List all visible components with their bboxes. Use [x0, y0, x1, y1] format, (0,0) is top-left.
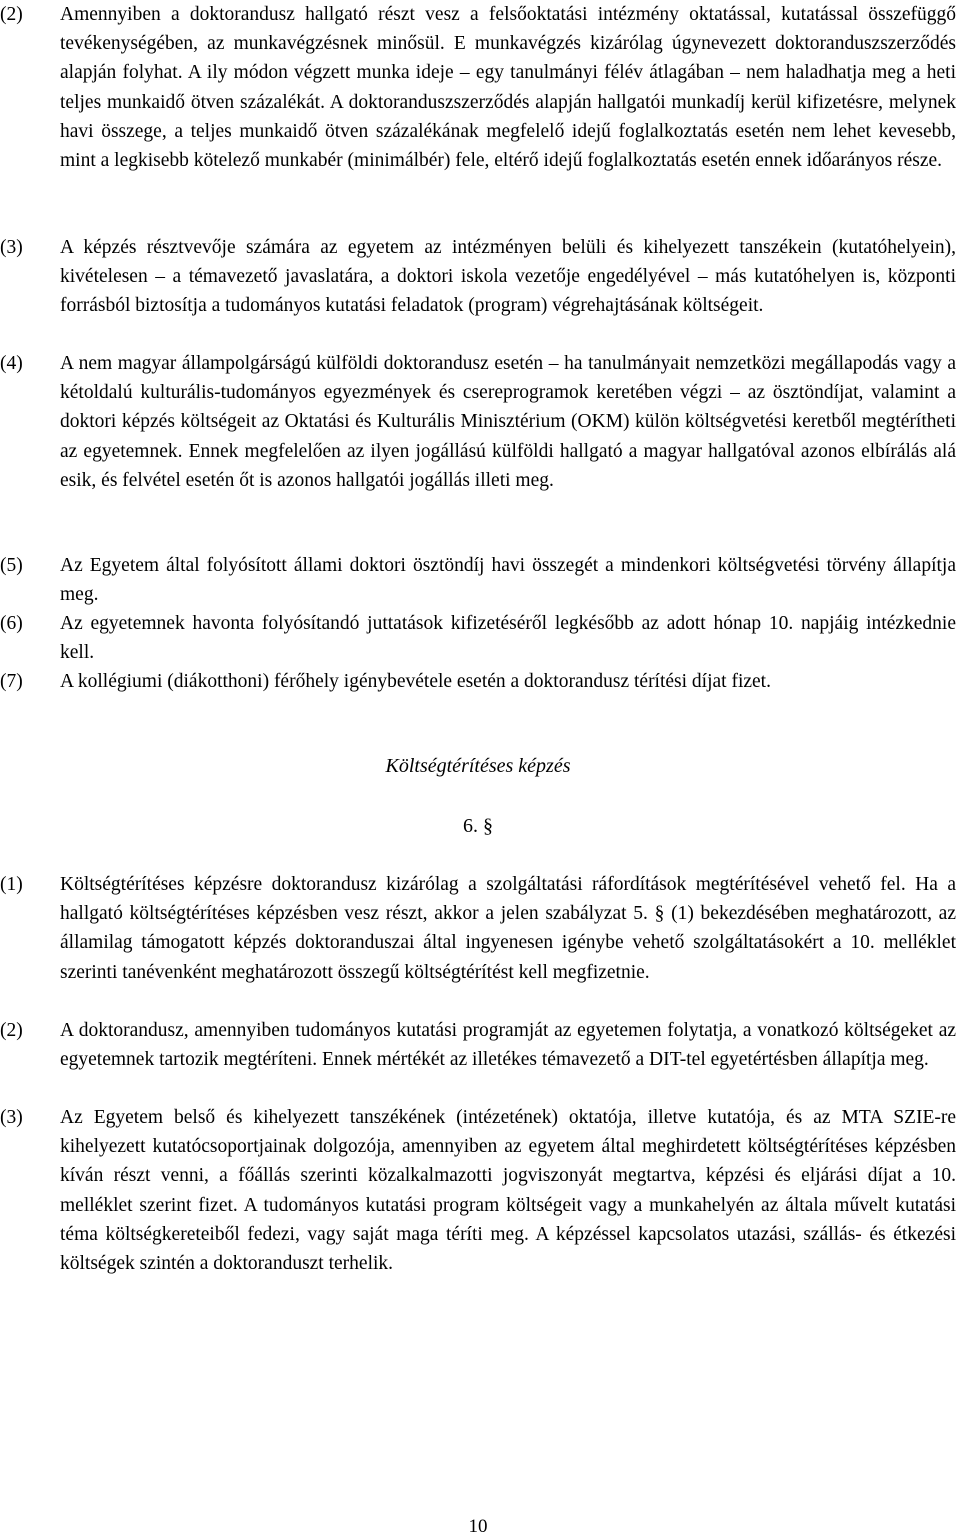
- paragraph-text: Költségtérítéses képzésre doktorandusz kizárólag a szolgáltatási ráfordítások megtérítésével vehető fel. Ha a hallgató költségtérítéses képzésben vesz részt, akkor a jelen szabályzat 5. § (1) bekezdésében meghatározott, az államilag támogatott képzés doktoranduszai által ingyenesen igénybe vehető szolgáltatásokért a 10. melléklet szerinti tanévenként meghatározott összegű költségtérítést kell megfizetnie.: [60, 874, 956, 983]
- paragraph-number: (7): [0, 671, 23, 692]
- paragraph-7: [0, 667, 956, 696]
- paragraph-number: (3): [0, 1107, 23, 1128]
- paragraph-text: Az Egyetem belső és kihelyezett tanszékének (intézetének) oktatója, illetve kutatója, és az MTA SZIE-re kihelyezett kutatócsoportjainak dolgozója, amennyiben az egyetem által meghirdetett költségtérítéses képzésben kíván részt venni, a főállás szerinti közalkalmazotti jogviszonyát megtartva, képzési és eljárási díjat a 10. melléklet szerint fizet. A tudományos kutatási program költségeit vagy a munkahelyén az általa művelt kutatási téma költségkereteiből fedezi, vagy saját maga téríti meg. A képzéssel kapcsolatos utazási, szállás- és étkezési költségek szintén a doktoranduszt terhelik.: [60, 1107, 956, 1275]
- paragraph-5: [0, 551, 956, 609]
- paragraph-text: A képzés résztvevője számára az egyetem az intézményen belüli és kihelyezett tanszékein (kutatóhelyein), kivételesen – a témavezető javaslatára, a doktori iskola vezetője engedélyével – más kutatóhelyen is, központi forrásból biztosítja a tudományos kutatási feladatok (program) végrehajtásának költségeit.: [60, 237, 956, 317]
- page-number: 10: [468, 1516, 488, 1537]
- paragraph-2b: [0, 1016, 956, 1074]
- paragraph-1: [0, 870, 956, 987]
- paragraph-number: (3): [0, 237, 23, 258]
- paragraph-3: [0, 233, 956, 321]
- paragraph-number: (4): [0, 353, 23, 374]
- paragraph-text: A nem magyar állampolgárságú külföldi doktorandusz esetén – ha tanulmányait nemzetközi megállapodás vagy a kétoldalú kulturális-tudományos egyezmények és csereprogramok keretében végzi – az ösztöndíjat, valamint a doktori képzés költségeit az Oktatási és Kulturális Minisztérium (OKM) külön költségvetési keretből megtérítheti az egyetemnek. Ennek megfelelően az ilyen jogállású külföldi hallgató a magyar hallgatóval azonos elbírálás alá esik, és felvétel esetén őt is azonos hallgatói jogállás illeti meg.: [60, 353, 956, 491]
- paragraph-text: A kollégiumi (diákotthoni) férőhely igénybevétele esetén a doktorandusz térítési díjat fizet.: [60, 671, 771, 692]
- paragraph-3b: [0, 1103, 956, 1278]
- section-number: 6. §: [463, 815, 493, 837]
- paragraph-number: (2): [0, 1020, 23, 1041]
- paragraph-text: Az egyetemnek havonta folyósítandó juttatások kifizetéséről legkésőbb az adott hónap 10. napjáig intézkednie kell.: [60, 613, 956, 664]
- paragraph-2: [0, 0, 956, 175]
- section-title: Költségtérítéses képzés: [385, 755, 571, 777]
- paragraph-text: Amennyiben a doktorandusz hallgató részt vesz a felsőoktatási intézmény oktatással, kutatással összefüggő tevékenységében, az munkavégzésnek minősül. E munkavégzés kizárólag úgynevezett doktoranduszszerződés alapján folyhat. A ily módon végzett munka ideje – egy tanulmányi félév átlagában – nem haladhatja meg a heti teljes munkaidő ötven százalékát. A doktoranduszszerződés alapján hallgatói munkadíj kerül kifizetésre, melynek havi összege, a teljes munkaidő ötven százalékának megfelelő idejű foglalkoztatás esetén nem lehet kevesebb, mint a legkisebb kötelező munkabér (minimálbér) fele, eltérő idejű foglalkoztatás esetén ennek időarányos része.: [60, 4, 956, 172]
- paragraph-6: [0, 609, 956, 667]
- paragraph-text: Az Egyetem által folyósított állami doktori ösztöndíj havi összegét a mindenkori költségvetési törvény állapítja meg.: [60, 555, 956, 606]
- paragraph-4: [0, 349, 956, 495]
- paragraph-number: (2): [0, 4, 23, 25]
- paragraph-number: (6): [0, 613, 23, 634]
- paragraph-number: (5): [0, 555, 23, 576]
- paragraph-text: A doktorandusz, amennyiben tudományos kutatási programját az egyetemen folytatja, a vonatkozó költségeket az egyetemnek tartozik megtéríteni. Ennek mértékét az illetékes témavezető a DIT-tel egyetértésben állapítja meg.: [60, 1020, 956, 1071]
- paragraph-number: (1): [0, 874, 23, 895]
